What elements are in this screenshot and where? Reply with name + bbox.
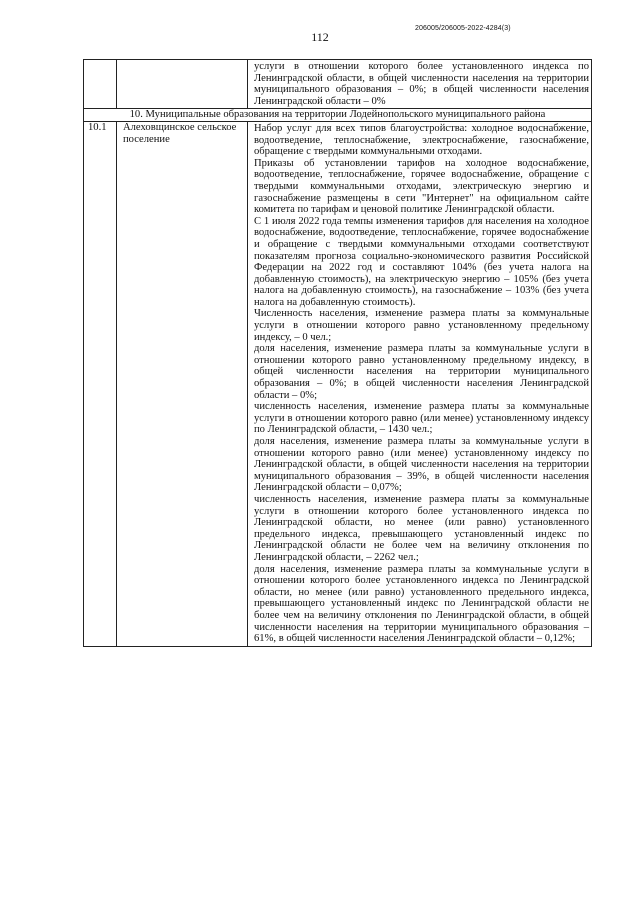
document-code: 206005/206005-2022-4284(3) <box>415 25 511 32</box>
population-above-count: численность населения, изменение размера платы за коммунальные услуги в отношении которого более установленного индекса по Ленинградской области, но менее (или равно) установленного предельного индекса, превышающего установленный индекс по Ленинградской области не более чем на величину отклонения по Ленинградской области, – 2262 чел.; <box>254 493 589 563</box>
population-equal-share: доля населения, изменение размера платы за коммунальные услуги в отношении которого равно установленному предельному индексу, в общей численности населения на территории муниципального образования – 0%; в общей численности населения Ленинградской области – 0%; <box>254 343 589 401</box>
row-details <box>248 121 592 646</box>
page-number: 112 <box>311 30 329 44</box>
table-row-continuation <box>84 60 592 109</box>
continuation-text: услуги в отношении которого более установленного индекса по Ленинградской области, в общей численности населения на территории муниципального образования – 0%; в общей численности населения Ленинградской области – 0% <box>254 61 589 107</box>
section-title: 10. Муниципальные образования на территории Лодейнопольского муниципального района <box>84 109 592 122</box>
population-below-count: численность населения, изменение размера платы за коммунальные услуги в отношении которого равно (или менее) установленному индексу по Ленинградской области, – 1430 чел.; <box>254 401 589 436</box>
services-paragraph: Набор услуг для всех типов благоустройства: холодное водоснабжение, водоотведение, теплоснабжение, электроснабжение, газоснабжение, обращение с твердыми коммунальными отходами. <box>254 122 589 158</box>
number-cell <box>84 60 117 109</box>
settlement-cell <box>117 60 248 109</box>
settlement-name: Алеховщинское сельское поселение <box>117 121 248 646</box>
table-row <box>84 121 592 646</box>
row-number: 10.1 <box>84 121 117 646</box>
tariff-rates-paragraph: С 1 июля 2022 года темпы изменения тарифов для населения на холодное водоснабжение, водоотведение, теплоснабжение, горячее водоснабжение и обращение с твердыми коммунальными отходами соответствуют показателям прогноза социально-экономического развития Российской Федерации на 2022 год и составляют 104% (без учета налога на добавленную стоимость), на электрическую энергию – 105% (без учета налога на добавленную стоимость), на газоснабжение – 103% (без учета налога на добавленную стоимость). <box>254 215 589 308</box>
population-above-share: доля населения, изменение размера платы за коммунальные услуги в отношении которого более установленного индекса по Ленинградской области, но менее (или равно) установленного предельного индекса, превышающего установленный индекс по Ленинградской области не более чем на величину отклонения по Ленинградской области, в общей численности населения на территории муниципального образования – 61%, в общей численности населения Ленинградской области – 0,12%; <box>254 563 589 645</box>
orders-paragraph: Приказы об установлении тарифов на холодное водоснабжение, водоотведение, теплоснабжение, горячее водоснабжение, обращение с твердыми коммунальными отходами, электрическую энергию и газоснабжение размещены в сети "Интернет" на официальном сайте комитета по тарифам и ценовой политике Ленинградской области. <box>254 157 589 216</box>
text-cell <box>248 60 592 109</box>
tariff-table <box>83 59 592 647</box>
section-header-row <box>84 109 592 122</box>
population-equal-count: Численность населения, изменение размера платы за коммунальные услуги в отношении которого равно установленному предельному индексу, – 0 чел.; <box>254 308 589 343</box>
population-below-share: доля населения, изменение размера платы за коммунальные услуги в отношении которого равно (или менее) установленному индексу по Ленинградской области, в общей численности населения на территории муниципального образования – 39%, в общей численности населения Ленинградской области – 0,07%; <box>254 436 589 494</box>
